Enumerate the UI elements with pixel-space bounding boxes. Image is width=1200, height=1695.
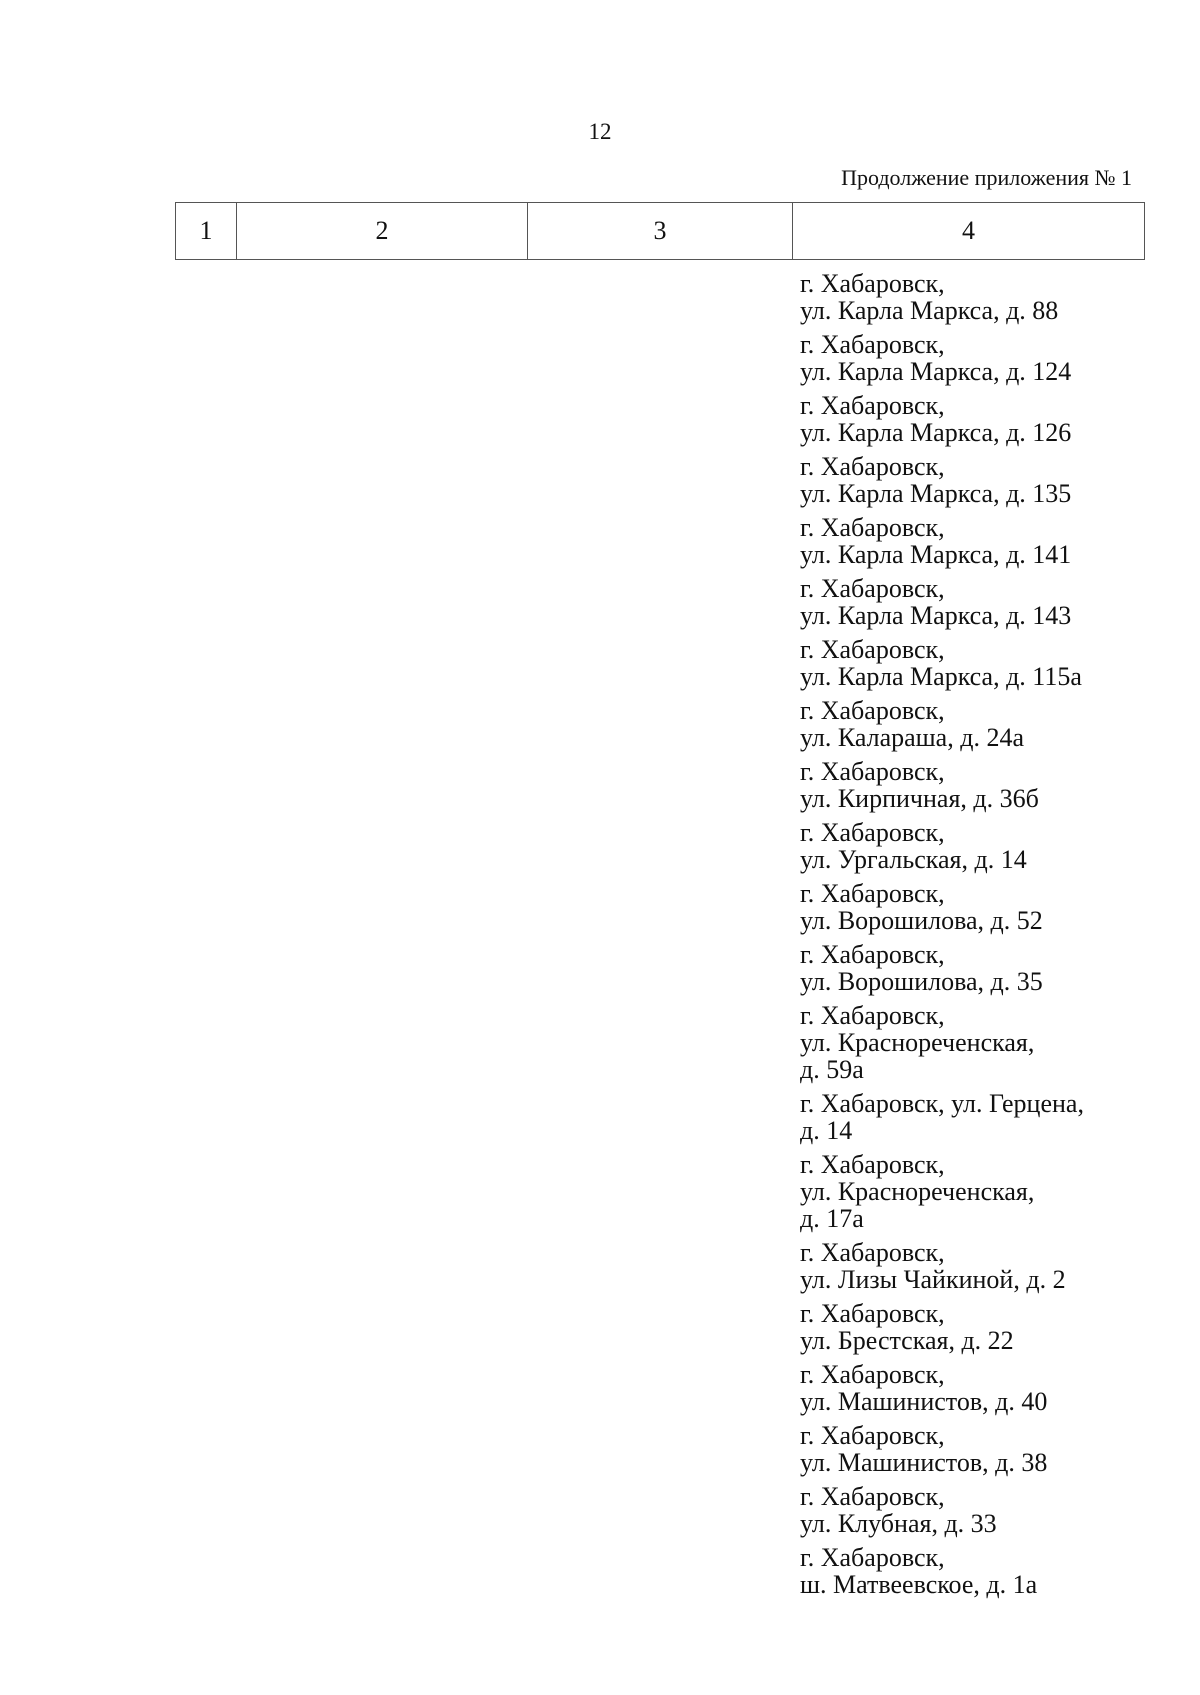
address-line: г. Хабаровск, (800, 1482, 945, 1511)
address-item (800, 880, 1140, 934)
address-line: ул. Кирпичная, д. 36б (800, 784, 1039, 813)
address-item (800, 1151, 1140, 1232)
address-line: ул. Карла Маркса, д. 141 (800, 540, 1072, 569)
address-item (800, 1361, 1140, 1415)
address-line: г. Хабаровск, (800, 1543, 945, 1572)
address-item (800, 636, 1140, 690)
address-line: г. Хабаровск, (800, 1150, 945, 1179)
address-list (800, 270, 1140, 1605)
continuation-label: Продолжение приложения № 1 (841, 165, 1132, 190)
column-number-header-table (175, 202, 1145, 260)
address-line: г. Хабаровск, (800, 1238, 945, 1267)
address-line: г. Хабаровск, (800, 696, 945, 725)
address-line: ул. Карла Маркса, д. 143 (800, 601, 1072, 630)
address-item (800, 1090, 1140, 1144)
address-line: ул. Краснореченская, (800, 1177, 1035, 1206)
column-header-2: 2 (237, 203, 528, 260)
address-line: ул. Карла Маркса, д. 124 (800, 357, 1072, 386)
address-line: ул. Ворошилова, д. 52 (800, 906, 1043, 935)
address-line: ул. Карла Маркса, д. 115а (800, 662, 1082, 691)
address-line: ул. Ургальская, д. 14 (800, 845, 1027, 874)
address-line: г. Хабаровск, (800, 940, 945, 969)
column-header-1: 1 (176, 203, 237, 260)
header-row (176, 203, 1145, 260)
address-line: г. Хабаровск, (800, 330, 945, 359)
address-line: ул. Карла Маркса, д. 135 (800, 479, 1072, 508)
address-item (800, 819, 1140, 873)
address-line: ул. Карла Маркса, д. 88 (800, 296, 1059, 325)
address-line: ул. Машинистов, д. 40 (800, 1387, 1048, 1416)
address-item (800, 453, 1140, 507)
address-line: г. Хабаровск, (800, 757, 945, 786)
address-item (800, 1300, 1140, 1354)
address-line: г. Хабаровск, (800, 391, 945, 420)
column-header-4: 4 (793, 203, 1145, 260)
address-item (800, 1544, 1140, 1598)
address-line: ул. Краснореченская, (800, 1028, 1035, 1057)
address-line: ул. Клубная, д. 33 (800, 1509, 997, 1538)
address-line: ул. Карла Маркса, д. 126 (800, 418, 1072, 447)
address-item (800, 514, 1140, 568)
address-line: г. Хабаровск, (800, 513, 945, 542)
page-number: 12 (588, 119, 612, 144)
address-line: г. Хабаровск, (800, 879, 945, 908)
address-item (800, 697, 1140, 751)
address-line: г. Хабаровск, (800, 1299, 945, 1328)
address-line: ул. Машинистов, д. 38 (800, 1448, 1048, 1477)
address-item (800, 270, 1140, 324)
address-line: ш. Матвеевское, д. 1а (800, 1570, 1038, 1599)
address-line: г. Хабаровск, (800, 1421, 945, 1450)
address-item (800, 392, 1140, 446)
address-line: ул. Брестская, д. 22 (800, 1326, 1014, 1355)
address-item (800, 331, 1140, 385)
address-item (800, 1483, 1140, 1537)
address-line: г. Хабаровск, (800, 818, 945, 847)
column-header-3: 3 (528, 203, 793, 260)
address-line: г. Хабаровск, (800, 1360, 945, 1389)
address-line: ул. Ворошилова, д. 35 (800, 967, 1043, 996)
address-line: д. 14 (800, 1116, 853, 1145)
address-line: г. Хабаровск, (800, 269, 945, 298)
address-item (800, 1002, 1140, 1083)
address-item (800, 941, 1140, 995)
address-line: г. Хабаровск, (800, 574, 945, 603)
address-line: ул. Лизы Чайкиной, д. 2 (800, 1265, 1066, 1294)
address-line: ул. Калараша, д. 24а (800, 723, 1024, 752)
address-item (800, 758, 1140, 812)
address-line: д. 59а (800, 1055, 864, 1084)
address-line: г. Хабаровск, (800, 635, 945, 664)
address-item (800, 575, 1140, 629)
address-line: д. 17а (800, 1204, 864, 1233)
address-line: г. Хабаровск, (800, 1001, 945, 1030)
address-item (800, 1239, 1140, 1293)
address-item (800, 1422, 1140, 1476)
address-line: г. Хабаровск, ул. Герцена, (800, 1089, 1084, 1118)
address-line: г. Хабаровск, (800, 452, 945, 481)
